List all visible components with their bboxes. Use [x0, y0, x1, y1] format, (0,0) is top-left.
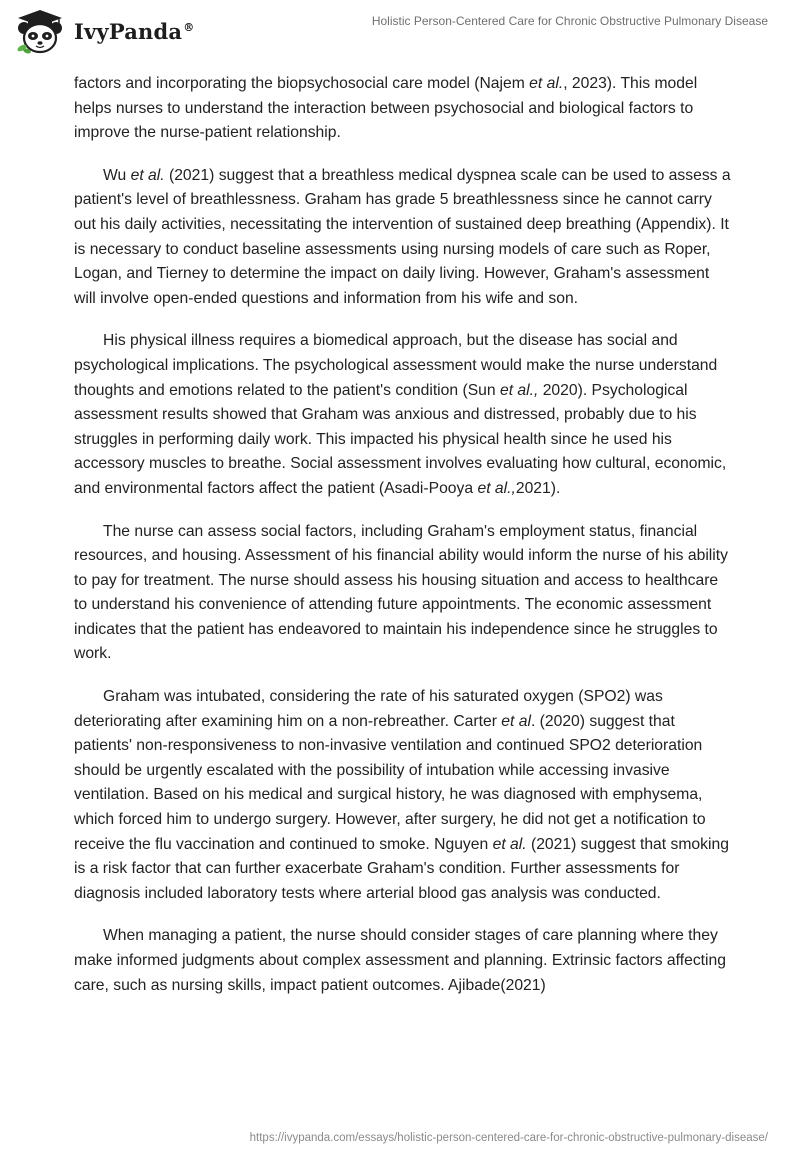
paragraph-text: , 2023). This model helps nurses to understand the interaction between psychosocial and biological factors to improve the nurse-patient relationship. [74, 75, 698, 142]
essay-body [74, 72, 734, 1016]
paragraph-text: 2020). Psychological assessment results showed that Graham was anxious and distressed, probably due to his struggles in performing daily work. This impacted his physical health since he used his accessory muscles to breathe. Social assessment involves evaluating how cultural, economic, and environmental factors affect the patient (Asadi-Pooya [74, 381, 727, 497]
paragraph-text: His physical illness requires a biomedical approach, but the disease has social and psychological implications. The psychological assessment would make the nurse understand thoughts and emotions related to the patient's condition (Sun [74, 332, 718, 399]
panda-graduate-icon [14, 8, 66, 54]
paragraph-text: factors and incorporating the biopsychosocial care model (Najem [74, 75, 530, 92]
paragraph-text: 2021). [515, 479, 561, 497]
paragraph [74, 72, 734, 146]
paragraph [74, 520, 734, 668]
citation-italic: et al. [529, 75, 564, 92]
paragraph [74, 164, 734, 312]
registered-mark: ® [183, 20, 195, 34]
paragraph [74, 685, 734, 906]
document-title: Holistic Person-Centered Care for Chronic Obstructive Pulmonary Disease [371, 14, 768, 28]
paragraph-text: The nurse can assess social factors, including Graham's employment status, financial resources, and housing. Assessment of his financial ability would inform the nurse of his ability to pay for treatment. The nurse should assess his housing situation and access to healthcare to understand his convenience of attending future appointments. The economic assessment indicates that the patient has endeavored to maintain his independence since he struggles to work. [74, 522, 728, 663]
citation-italic: et al [501, 712, 531, 730]
paragraph-text: When managing a patient, the nurse should consider stages of care planning where they make informed judgments about complex assessment and planning. Extrinsic factors affecting care, such as nursing skills, impact patient outcomes. Ajibade(2021) [74, 927, 726, 994]
paragraph-text: (2021) suggest that smoking is a risk factor that can further exacerbate Graham's condition. Further assessments for diagnosis included laboratory tests where arterial blood gas analysis was conducted. [74, 835, 729, 902]
citation-italic: et al., [477, 479, 516, 497]
citation-italic: et al. [130, 166, 165, 184]
paragraph-text: (2021) suggest that a breathless medical dyspnea scale can be used to assess a patient's level of breathlessness. Graham has grade 5 breathlessness since he cannot carry out his daily activities, necessitating the intervention of sustained deep breathing (Appendix). It is necessary to conduct baseline assessments using nursing models of care such as Roper, Logan, and Tierney to determine the impact on daily living. However, Graham's assessment will involve open-ended questions and information from his wife and son. [74, 166, 731, 307]
ivypanda-logo[interactable] [14, 6, 194, 56]
citation-italic: et al. [492, 835, 527, 853]
paragraph-text: Graham was intubated, considering the rate of his saturated oxygen (SPO2) was deteriorating after examining him on a non-rebreather. Carter [74, 688, 663, 730]
paragraph [74, 329, 734, 501]
paragraph [74, 924, 734, 998]
paragraph-text: . (2020) suggest that patients' non-responsiveness to non-invasive ventilation and continued SPO2 deterioration should be urgently escalated with the possibility of intubation while accessing invasive ventilation. Based on his medical and surgical history, he was diagnosed with emphysema, which forced him to undergo surgery. However, after surgery, he did not get a notification to receive the flu vaccination and continued to smoke. Nguyen [74, 712, 706, 853]
citation-italic: et al., [499, 381, 539, 399]
page-header [0, 0, 800, 66]
source-url: https://ivypanda.com/essays/holistic-person-centered-care-for-chronic-obstructive-pulmonary-disease/ [249, 1132, 768, 1144]
brand-name: IvyPanda® [74, 18, 195, 44]
paragraph-text: Wu [103, 166, 131, 184]
